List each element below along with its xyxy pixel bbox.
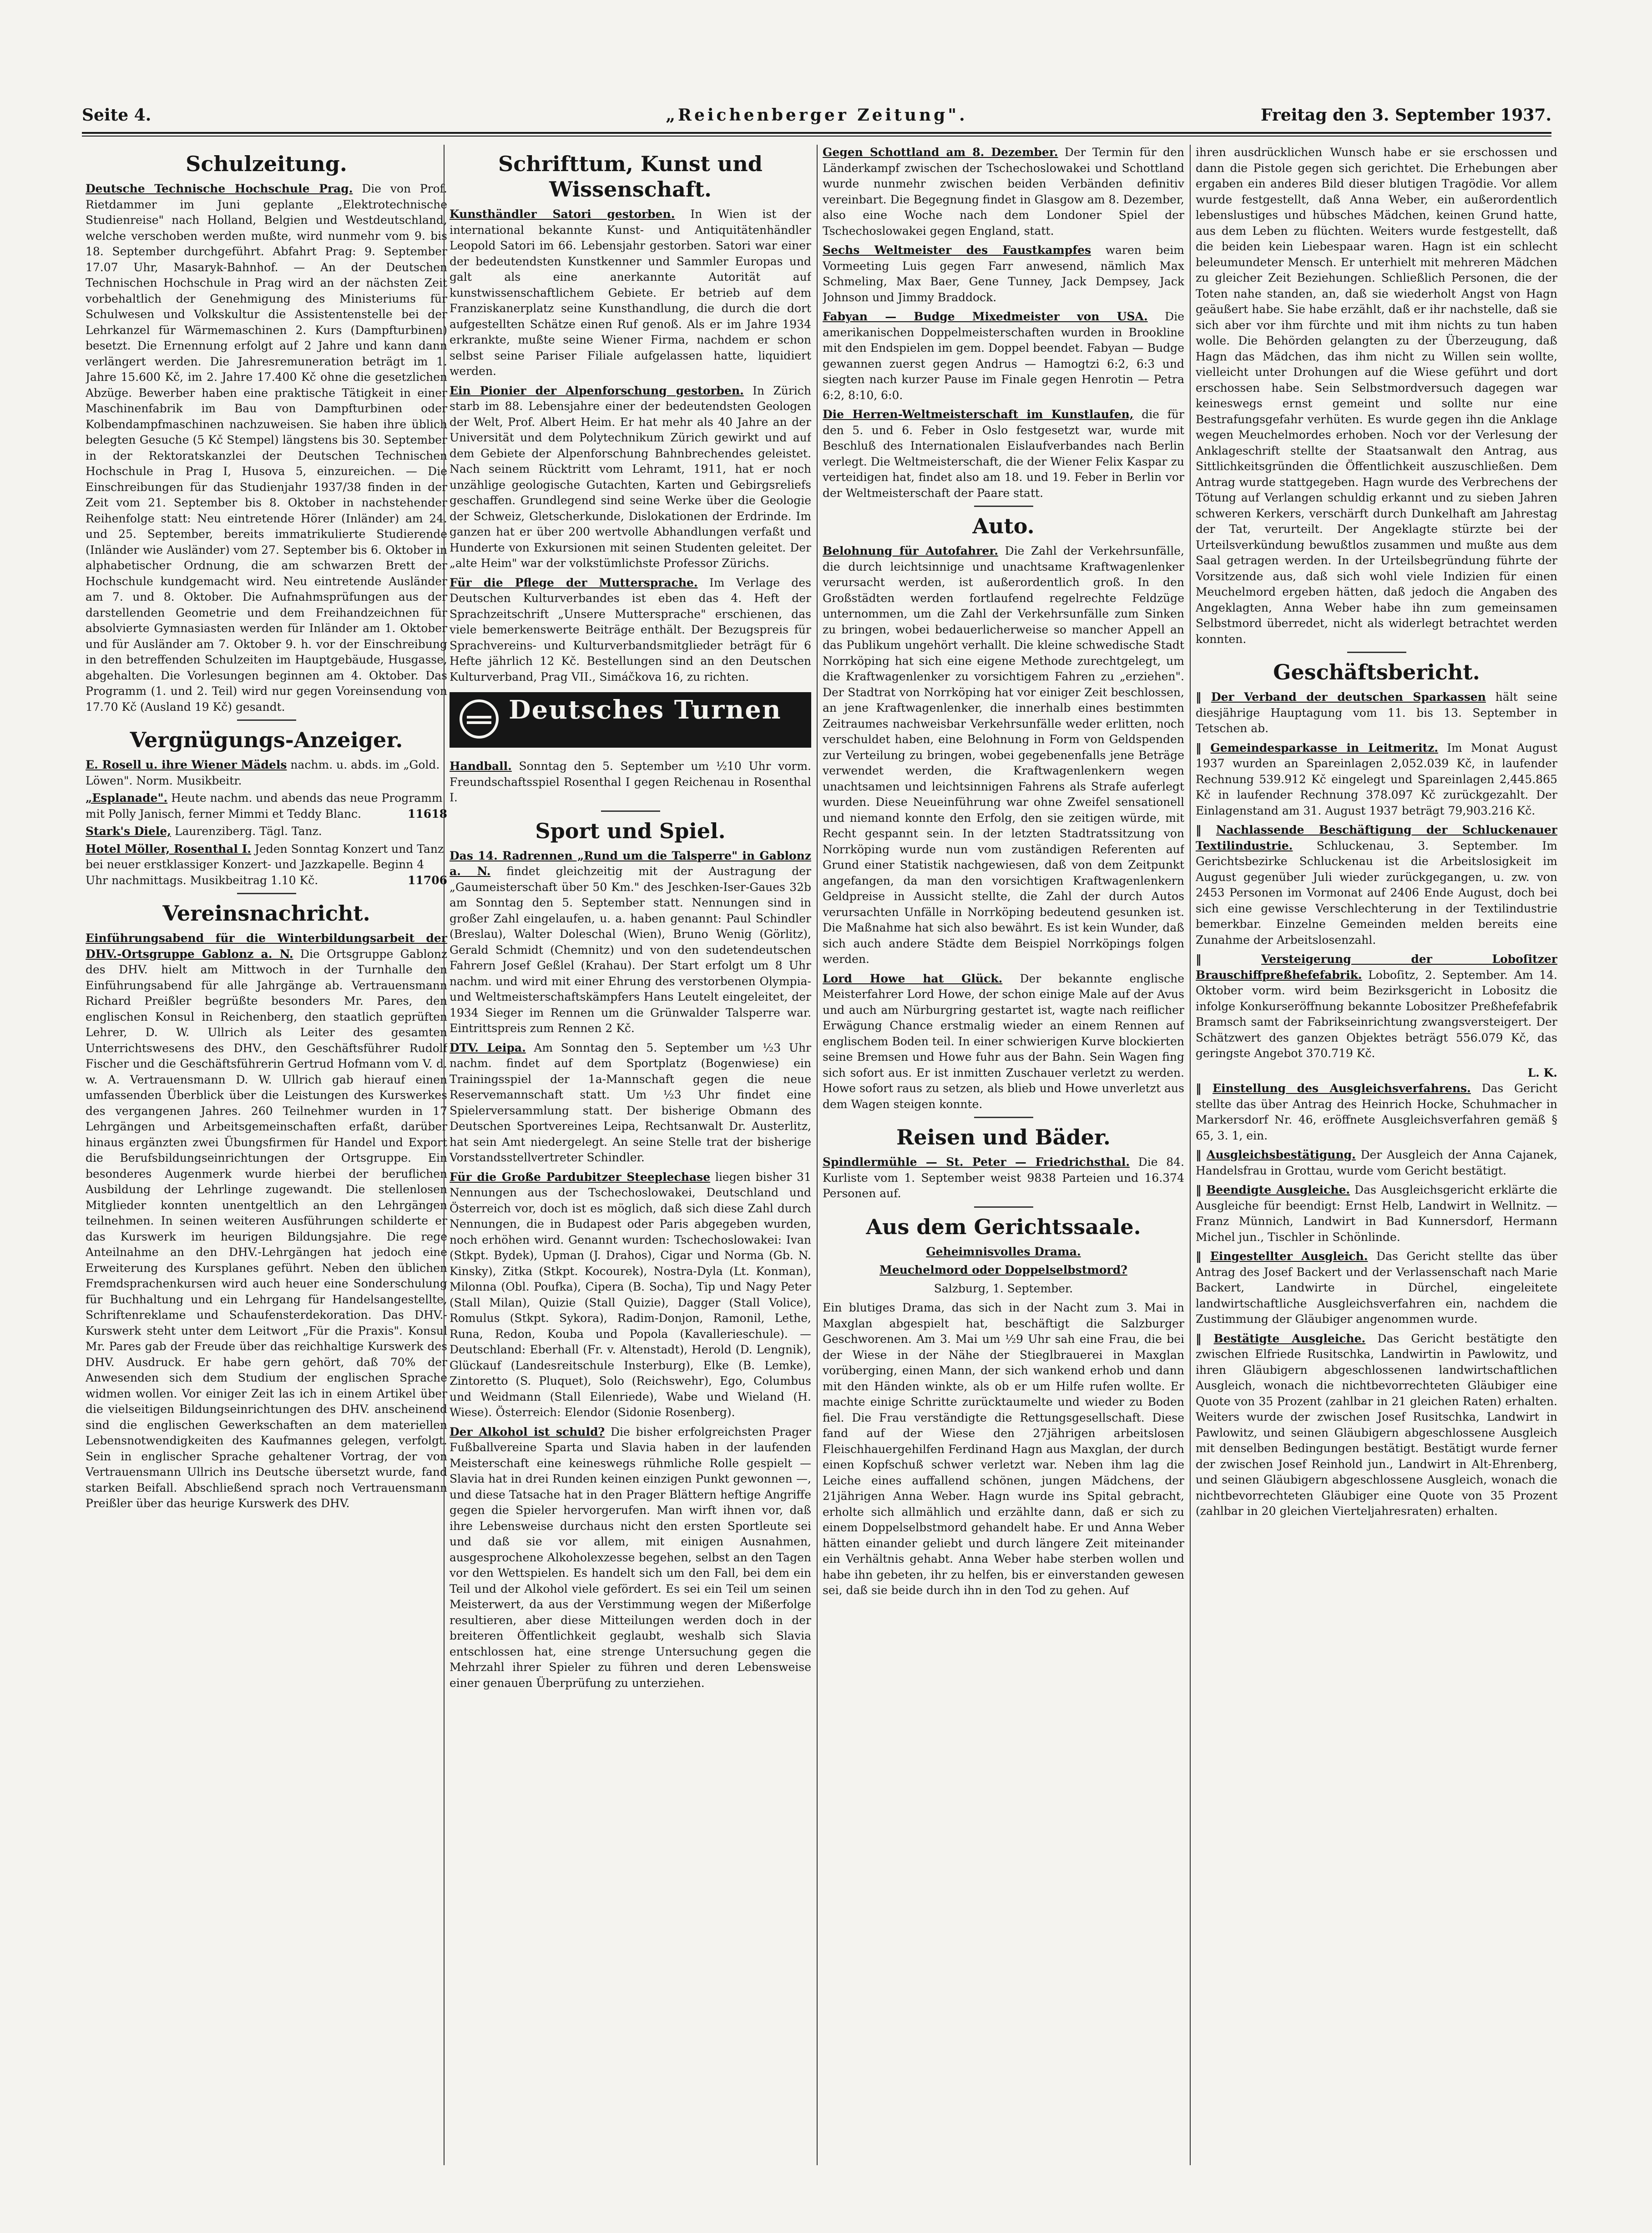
issue-date: Freitag den 3. September 1937.	[1260, 106, 1551, 125]
ad-esplanade	[86, 790, 447, 822]
column-divider	[1190, 145, 1191, 2165]
article-lead: Handball.	[450, 760, 512, 773]
column-3	[823, 145, 1184, 2165]
ad-code: 11706	[408, 873, 447, 887]
article-dtv-leipa	[450, 1040, 811, 1166]
article-lead: Der Alkohol ist schuld?	[450, 1425, 605, 1438]
article-spindlermuehle	[823, 1154, 1184, 1202]
section-divider	[237, 719, 296, 721]
article-body: Am Sonntag den 5. September um ½3 Uhr nachm. findet auf dem Sportplatz (Bogenwiese) ein Trainingsspiel der 1a-Mannschaft gegen die neue Reservemannschaft statt. Um ½3 Uhr findet eine Spielerversammlung statt. Der bisherige Obmann des Deutschen Sportvereines Leipa, Rechtsanwalt Dr. Austerlitz, hat sein Amt niedergelegt. An seine Stelle trat der bisherige Vorstandsstellvertreter Schindler.	[450, 1041, 811, 1164]
article-lead: Belohnung für Autofahrer.	[823, 544, 998, 557]
article-radrennen	[450, 848, 811, 1037]
section-heading-schulzeitung: Schulzeitung.	[186, 152, 347, 176]
article-steeplechase	[450, 1170, 811, 1421]
article-body: hält seine diesjährige Hauptagung vom 11. bis 13. September in Tetschen ab.	[1196, 690, 1557, 735]
article-lead: Gemeindesparkasse in Leitmeritz.	[1210, 741, 1439, 754]
ad-text: Jeden Sonntag Konzert und Tanz bei neuer erstklassiger Konzert- und Jazzkapelle. Beginn 4 Uhr nachmittags. Musikbeitrag 1.10 Kč.	[86, 842, 444, 887]
article-heim	[450, 383, 811, 572]
article-belohnung	[823, 543, 1184, 967]
article-body: Der Termin für den Länderkampf zwischen der Tschechoslowakei und Schottland wurde nunmehr zwischen beiden Verbänden definitiv vereinbart. Die Begegnung findet in Glasgow am 8. Dezember, also eine Woche nach dem Londoner Spiel der Tschechoslowakei gegen England, statt.	[823, 146, 1184, 238]
article-beendigte-ausgleiche: ‖ Beendigte Ausgleiche. Das Ausgleichsgericht erklärte die Ausgleiche für beendigt: Ernst Helb, Landwirt in Wellnitz. — Franz Münnich, Landwirt in Bad Kunnersdorf, Hermann Michel jun., Tischler in Schönlinde.	[1196, 1183, 1557, 1244]
article-body: Der Ausgleich der Anna Cajanek, Handelsfrau in Grottau, wurde vom Gericht bestätigt.	[1196, 1148, 1557, 1177]
article-body: Das Gericht stellte das über Antrag des Heinrich Hocke, Schuhmacher in Markersdorf Nr. 46, eröffnete Ausgleichsverfahren gemäß § 65, 3. 1, ein.	[1196, 1082, 1557, 1142]
page-number: Seite 4.	[82, 106, 152, 125]
banner-title: Deutsches Turnen	[509, 695, 782, 725]
article-body: Sonntag den 5. September um ½10 Uhr vorm. Freundschaftsspiel Rosenthal I gegen Reichenau in Rosenthal I.	[450, 760, 811, 804]
article-lead: Kunsthändler Satori gestorben.	[450, 208, 675, 221]
article-body: liegen bisher 31 Nennungen aus der Tschechoslowakei, Deutschland und Österreich vor, doch ist es möglich, daß sich diese Zahl durch Nennungen, die in Budapest oder Paris abgegeben wurden, noch erhöhen wird. Genannt wurden: Tschechoslowakei: Ivan (Stkpt. Bydek), Upman (J. Drahos), Cigar und Norma (Gb. N. Kinsky), Zitka (Stkpt. Kocourek), Nostra-Dyla (Lt. Konman), Milonna (Obl. Poufka), Cipera (B. Socha), Tip und Nagy Peter (Stall Milan), Quizie (Stall Quizie), Dagger (Stall Volice), Romulus (Stkpt. Sykora), Radim-Donjon, Ramonil, Lethe, Runa, Redon, Kouba und Popola (Kavallerieschule). — Deutschland: Eberhall (Fr. v. Altenstadt), Herold (D. Lengnik), Glückauf (Landesreitschule Insterburg), Elke (B. Lemke), Zintoretto (S. Pluquet), Solo (Reichswehr), Ego, Columbus und Weidmann (Stall Eilenriede), Wabe und Wieland (H. Wiese). Österreich: Elendor (Sidonie Rosenberg).	[450, 1170, 811, 1419]
column-4	[1196, 145, 1557, 2165]
article-satori	[450, 207, 811, 380]
article-body: waren beim Vormeeting Luis gegen Farr anwesend, nämlich Max Schmeling, Max Baer, Gene Tunney, Jack Dempsey, Jack Johnson und Jimmy Braddock.	[823, 243, 1184, 304]
column-1	[86, 145, 447, 2165]
ad-text: nachm. u. abds. im „Gold. Löwen". Norm. Musikbeitr.	[86, 758, 440, 787]
article-lead: Spindlermühle — St. Peter — Friedrichsthal.	[823, 1155, 1130, 1169]
turnen-banner	[450, 692, 811, 748]
section-divider	[974, 1117, 1033, 1118]
section-heading-sport: Sport und Spiel.	[535, 818, 726, 843]
ad-code: 11618	[408, 807, 447, 820]
article-lead: DTV. Leipa.	[450, 1041, 526, 1054]
article-lead: Einführungsabend für die Winterbildungsarbeit der DHV.-Ortsgruppe Gablonz a. N.	[86, 932, 447, 961]
article-weltmeister	[823, 243, 1184, 305]
article-lead: Ein Pionier der Alpenforschung gestorben.	[450, 384, 744, 397]
article-body: Die amerikanischen Doppelmeisterschaften wurden in Brookline mit den Endspielen im gem. Doppel beendet. Fabyan — Budge gewannen zuerst gegen Andrus — Hamogtzi 6:2, 6:3 und siegten nach kurzer Pause im Finale gegen Henrotin — Petra 6:2, 8:10, 6:0.	[823, 310, 1184, 402]
header-rule-thin	[82, 136, 1551, 137]
ad-hotel-moeller	[86, 841, 447, 889]
turner-cross-icon	[460, 699, 499, 739]
article-lead: Der Verband der deutschen Sparkassen	[1211, 690, 1486, 704]
section-heading-vergnuegungs-anzeiger: Vergnügungs-Anzeiger.	[130, 728, 403, 752]
article-lead: Ausgleichsbestätigung.	[1207, 1148, 1356, 1161]
article-lead: Für die Große Pardubitzer Steeplechase	[450, 1170, 711, 1184]
newspaper-title: „Reichenberger Zeitung".	[666, 106, 968, 125]
article-lead: Deutsche Technische Hochschule Prag.	[86, 182, 353, 195]
section-heading-reisen: Reisen und Bäder.	[896, 1125, 1111, 1149]
ad-name: „Esplanade".	[86, 791, 168, 805]
article-drama-continued	[1196, 145, 1557, 647]
article-lead: Lord Howe hat Glück.	[823, 972, 1003, 985]
article-lead: Versteigerung der Loboſitzer Brauschiffpreßhefefabrik.	[1196, 952, 1557, 982]
article-dateline: Salzburg, 1. September.	[934, 1281, 1073, 1295]
article-body: Die bisher erfolgreichsten Prager Fußballvereine Sparta und Slavia haben in der laufenden Meisterschaft eine keineswegs rühmliche Rolle gespielt — Slavia hat in drei Runden keinen einzigen Punkt gewonnen —, und diese Tatsache hat in den Prager Blättern heftige Angriffe gegen die Spieler hervorgerufen. Man wirft ihnen vor, daß ihre Lebensweise durchaus nicht den ersten Sportleute sei und daß sie vor allem, mit einigen Ausnahmen, ausgesprochene Alkoholexzesse begehen, selbst an den Tagen vor den Wettspielen. Es handelt sich um den Fall, bei dem ein Teil und der Alkohol viele gefördert. Es sei ein Teil um seinen Meisterwert, da aus der Verstimmung wegen der Mißerfolge resultieren, aber diese Mitteilungen werden doch in der breiteren Öffentlichkeit geglaubt, weshalb sich Slavia entschlossen hat, eine strenge Untersuchung gegen die Mehrzahl ihrer Spieler zu führen und deren Lebensweise einer genauen Überprüfung zu unterziehen.	[450, 1425, 811, 1690]
article-body: Das Gericht stellte das über Antrag des Josef Backert und der Verlassenschaft nach Marie Backert, Landwirte in Dürchel, eingeleitete landwirtschaftliche Ausgleichsverfahren ein, nachdem die Zustimmung der Gläubiger angenommen wurde.	[1196, 1250, 1557, 1326]
article-lead: Beendigte Ausgleiche.	[1206, 1183, 1350, 1196]
page-header	[82, 106, 1551, 129]
article-schottland	[823, 145, 1184, 239]
article-drama	[823, 1300, 1184, 1599]
ad-text: Heute nachm. und abends das neue Programm mit Polly Janisch, ferner Mimmi et Teddy Blanc.	[86, 791, 443, 820]
article-einstellung: ‖ Einstellung des Ausgleichsverfahrens. Das Gericht stellte das über Antrag des Heinrich Hocke, Schuhmacher in Markersdorf Nr. 46, eröffnete Ausgleichsverfahren gemäß § 65, 3. 1, ein.	[1196, 1082, 1557, 1142]
ad-name: Stark's Diele,	[86, 825, 171, 838]
ad-text: Laurenziberg. Tägl. Tanz.	[174, 825, 322, 838]
article-body: Die 84. Kurliste vom 1. September weist 9838 Parteien und 16.374 Personen auf.	[823, 1155, 1184, 1200]
article-hochschule	[86, 181, 447, 715]
section-heading-schrifttum: Schrifttum, Kunst und Wissenschaft.	[498, 152, 763, 202]
ad-name: Hotel Möller, Rosenthal I.	[86, 842, 252, 856]
article-body: Im Monat August 1937 wurden an Spareinlagen 2,052.039 Kč, in laufender Rechnung 539.912 Kč eingelegt und Spareinlagen 2,445.865 Kč in laufender Rechnung 378.097 Kč zurückgezahlt. Der Einlagenstand am 31. August 1937 beträgt 79,903.216 Kč.	[1196, 741, 1557, 817]
article-ausgleichsbestaetigung: ‖ Ausgleichsbestätigung. Der Ausgleich der Anna Cajanek, Handelsfrau in Grottau, wurde vom Gericht bestätigt.	[1196, 1148, 1557, 1177]
article-lead: Das 14. Radrennen „Rund um die Talsperre" in Gablonz a. N.	[450, 849, 811, 878]
column-2	[450, 145, 811, 2165]
article-lead: Sechs Weltmeister des Faustkampfes	[823, 243, 1091, 257]
article-subheading: Geheimnisvolles Drama.	[926, 1245, 1081, 1258]
article-lead: Für die Pflege der Muttersprache.	[450, 576, 698, 589]
article-lead: Einstellung des Ausgleichsverfahrens.	[1212, 1082, 1471, 1095]
article-body: Schluckenau, 3. September. Im Gerichtsbezirke Schluckenau ist die Arbeitslosigkeit im August gegenüber Juli wieder zurückgegangen, u. zw. von 2453 Personen im Vormonat auf 2406 Ende August, doch bei sich eine gewisse Verschlechterung in der Textilindustrie bemerkbar. Einzelne Gemeinden melden bereits eine Zunahme der Arbeitslosenzahl.	[1196, 839, 1557, 947]
article-fabyan-budge	[823, 309, 1184, 403]
article-schluckenau: ‖ Nachlassende Beschäftigung der Schluckenauer Textilindustrie. Schluckenau, 3. September. Im Gerichtsbezirke Schluckenau ist die Arbeitslosigkeit im August gegenüber Juli wieder zurückgegangen, u. zw. von 2453 Personen im Vormonat auf 2406 Ende August, doch bei sich eine gewisse Verschlechterung in der Textilindustrie bemerkbar. Einzelne Gemeinden melden bereits eine Zunahme der Arbeitslosenzahl.	[1196, 823, 1557, 947]
article-bestaetigte-ausgleiche: ‖ Bestätigte Ausgleiche. Das Gericht bestätigte den zwischen Elfriede Rusitschka, Landwirtin in Pawlowitz, und ihren Gläubigern abgeschlossenen landwirtschaftlichen Ausgleich, wonach die nichtbevorrechteten Gläubiger eine Quote von 35 Prozent (zahlbar in 21 gleichen Raten) erhalten. Weiters wurde der zwischen Josef Rusitschka, Landwirt in Pawlowitz, und seinen Gläubigern abgeschlossene Ausgleich mit denselben Bedingungen bestätigt. Bestätigt wurde ferner der zwischen Josef Reinhold jun., Landwirt in Alt-Ehrenberg, und seinen Gläubigern abgeschlossene Ausgleich, wonach die nichtbevorrechteten Gläubiger eine Quote von 35 Prozent (zahlbar in 20 gleichen Vierteljahresraten) erhalten.	[1196, 1332, 1557, 1518]
article-body: findet gleichzeitig mit der Austragung der „Gaumeisterschaft über 50 Km." des Jeschken-Iser-Gaues 32b am Sonntag den 5. September statt. Nennungen sind in großer Zahl eingelaufen, u. a. haben genannt: Paul Schindler (Breslau), Walter Doleschal (Wien), Bruno Wenig (Görlitz), Gerald Schmidt (Chemnitz) und von den sudetendeutschen Fahrern Josef Geßlel (Krahau). Der Start erfolgt um 8 Uhr nachm. und wird mit einer Ehrung des verstorbenen Olympia- und Weltmeisterschaftskämpfers Hans Leutelt eingeleitet, der 1934 Sieger im Rennen um die Grünwalder Talsperre war. Eintrittspreis zum Rennen 2 Kč.	[450, 865, 811, 1035]
article-lead: Die Herren-Weltmeisterschaft im Kunstlaufen,	[823, 408, 1134, 421]
article-subheading: Meuchelmord oder Doppelselbstmord?	[879, 1263, 1127, 1276]
article-lord-howe	[823, 971, 1184, 1113]
article-kunstlaufen	[823, 407, 1184, 501]
article-body: Im Verlage des Deutschen Kulturverbandes ist eben das 4. Heft der Sprachzeitschrift „Unsere Muttersprache" erschienen, das viele bemerkenswerte Beiträge enthält. Der Bezugspreis für Sprachvereins- und Kulturverbandsmitglieder beträgt für 6 Hefte jährlich 12 Kč. Bestellungen sind an den Deutschen Kulturverband, Prag VII., Simáčkova 16, zu richten.	[450, 576, 811, 684]
ad-name: E. Rosell u. ihre Wiener Mädels	[86, 758, 287, 771]
article-body: Die Ortsgruppe Gablonz des DHV. hielt am Mittwoch in der Turnhalle den Einführungsabend für alle Jahrgänge ab. Vertrauensmann Richard Preißler begrüßte besonders Mr. Pares, den englischen Konsul in Reichenberg, den staatlich geprüften Lehrer, D. W. Ullrich als Leiter des gesamten Unterrichtswesens des DHV., den Geschäftsführer Rudolf Fischer und die Geschäftsführerin Gertrud Hofmann vom V. d. w. A. Vertrauensmann D. W. Ullrich gab hierauf einen umfassenden Überblick über die Leistungen des Kurswerkes des vergangenen Jahres. 260 Teilnehmer wurden in 17 Lehrgängen und Arbeitsgemeinschaften erfaßt, darüber hinaus ergänzten zwei Übungsfirmen für Handel und Export die Berufsbildungseinrichtungen der Ortsgruppe. Ein besonderes Augenmerk wurde hierbei der beruflichen Ausbildung der Lehrlinge zugewandt. Die stellenlosen Mitglieder konnten unentgeltlich an den Lehrgängen teilnehmen. In seinen weiteren Ausführungen schilderte er das Kurswerk im heurigen Bildungsjahre. Die rege Anteilnahme an den DHV.-Lehrgängen hat jedoch eine Erweiterung des Kursplanes geführt. Neben den üblichen Fremdsprachenkursen wird auch heuer eine Sonderschulung für Buchhaltung und ein Lehrgang für Handelsangestellte, Schriftenreklame und Schaufensterdekoration. Das DHV.-Kurswerk steht unter dem Leitwort „Für die Praxis". Konsul Mr. Pares gab der Freude über das reichhaltige Kurswerk des DHV. Ausdruck. Er habe gern gehört, daß 70% der Anwesenden sich dem Studium der englischen Sprache widmen wollen. Vor einiger Zeit las ich in einem Artikel über die vielseitigen Bildungseinrichtungen des DHV. anscheinend sind die englischen Gewerkschaften an dem materiellen Lebensnotwendigkeiten des Kaufmannes gelegen, verfolgt. Sein in englischer Sprache gehaltener Vortrag, der von Vertrauensmann Ullrich ins Deutsche übersetzt wurde, fand starken Beifall. Abschließend sprach noch Vertrauensmann Preißler über das heurige Kurswerk des DHV.	[86, 947, 447, 1510]
article-body: Das Gericht bestätigte den zwischen Elfriede Rusitschka, Landwirtin in Pawlowitz, und ihren Gläubigern abgeschlossenen landwirtschaftlichen Ausgleich, wonach die nichtbevorrechteten Gläubiger eine Quote von 35 Prozent (zahlbar in 21 gleichen Raten) erhalten. Weiters wurde der zwischen Josef Rusitschka, Landwirt in Pawlowitz, und seinen Gläubigern abgeschlossene Ausgleich mit denselben Bedingungen bestätigt. Bestätigt wurde ferner der zwischen Josef Reinhold jun., Landwirt in Alt-Ehrenberg, und seinen Gläubigern abgeschlossene Ausgleich, wonach die nichtbevorrechteten Gläubiger eine Quote von 35 Prozent (zahlbar in 20 gleichen Vierteljahresraten) erhalten.	[1196, 1332, 1557, 1518]
column-divider	[817, 145, 818, 2165]
article-lead: Bestätigte Ausgleiche.	[1213, 1332, 1366, 1345]
article-body: In Wien ist der international bekannte Kunst- und Antiquitätenhändler Leopold Satori im 66. Lebensjahr gestorben. Satori war einer der bedeutendsten Kunstkenner und Sammler Europas und galt als eine anerkannte Autorität auf kunstwissenschaftlichem Gebiete. Er betrieb auf dem Franziskanerplatz seine Kunsthandlung, die durch die dort aufgestellten Schätze einen Ruf genoß. Als er im Jahre 1934 erkrankte, mußte seine Wiener Firma, nachdem er schon selbst seine Pariser Filiale aufgelassen hatte, liquidiert werden.	[450, 208, 811, 378]
section-divider	[601, 810, 660, 812]
section-heading-gerichtssaale: Aus dem Gerichtssaale.	[866, 1214, 1141, 1239]
header-rule	[82, 132, 1551, 134]
article-alkohol	[450, 1424, 811, 1691]
article-body: Die Zahl der Verkehrsunfälle, die durch leichtsinnige und unachtsame Kraftwagenlenker verursacht werden, ist außerordentlich groß. In den Großstädten werden fortlaufend regelrechte Feldzüge unternommen, um die Zahl der Verkehrsunfälle zum Sinken zu bringen, wobei bedauerlicherweise so mancher Appell an das Publikum ungehört verhallt. Die kleine schwedische Stadt Norrköping hat sich eine eigene Methode zurechtgelegt, um die Kraftwagenlenker zu vorsichtigem Fahren zu „erziehen". Der Stadtrat von Norrköping hat vor einiger Zeit beschlossen, an jene Kraftwagenlenker, die innerhalb eines bestimmten Zeitraumes nachweisbar Verkehrsunfälle weder erlitten, noch verschuldet haben, eine Belohnung in Form von Geldspenden zur Verteilung zu bringen, wobei gegebenenfalls jene Beträge verwendet werden, die Kraftwagenlenkern wegen unachtsamen und leichtsinnigen Fahrens als Strafe auferlegt wurden. Diese Neueinführung war ohne Zweifel sensationell und niemand konnte den Erfolg, den sie zeitigen würde, mit Recht gespannt sein. In der letzten Stadtratssitzung von Norrköping wurde nun vom zuständigen Referenten auf Grund einer Statistik nachgewiesen, daß von dem Zeitpunkt angefangen, da man den vorsichtigen Kraftwagenlenkern Geldpreise in Aussicht stellte, die Zahl der durch Autos verursachten Unfälle in Norrköping bedeutend gesunken ist. Die Maßnahme hat sich also bewährt. Es ist kein Wunder, daß sich auch andere Städte dem Beispiel Norrköpings folgen werden.	[823, 544, 1184, 966]
article-eingestellter-ausgleich: ‖ Eingestellter Ausgleich. Das Gericht stellte das über Antrag des Josef Backert und der Verlassenschaft nach Marie Backert, Landwirte in Dürchel, eingeleitete landwirtschaftliche Ausgleichsverfahren ein, nachdem die Zustimmung der Gläubiger angenommen wurde.	[1196, 1250, 1557, 1326]
article-lead: Fabyan — Budge Mixedmeister von USA.	[823, 310, 1148, 323]
article-body: die für den 5. und 6. Feber in Oslo festgesetzt war, wurde mit Beschluß des Internationalen Eislaufverbandes nach Berlin verlegt. Die Weltmeisterschaft, die der Wiener Felix Kaspar zu verteidigen hat, findet also am 18. und 19. Feber in Berlin vor der Weltmeisterschaft der Paare statt.	[823, 408, 1184, 500]
section-divider	[974, 1206, 1033, 1208]
article-sparkassen: ‖ Der Verband der deutschen Sparkassen hält seine diesjährige Hauptagung vom 11. bis 13. September in Tetschen ab.	[1196, 690, 1557, 735]
article-lead: Eingestellter Ausgleich.	[1210, 1250, 1368, 1263]
section-heading-vereinsnachricht: Vereinsnachricht.	[162, 901, 370, 926]
article-dhv	[86, 931, 447, 1512]
ad-rosell	[86, 757, 447, 789]
author-signature: L. K.	[1527, 1066, 1557, 1079]
section-divider	[1347, 652, 1406, 653]
article-body: ihren ausdrücklichen Wunsch habe er sie erschossen und dann die Pistole gegen sich gerichtet. Die Erhebungen aber ergaben ein anderes Bild dieser blutigen Tragödie. Vor allem wurde festgestellt, daß Anna Weber, ein außerordentlich lebenslustiges und hübsches Mädchen, keinen Grund hatte, aus dem Leben zu flüchten. Weiters wurde festgestellt, daß die beiden kein Liebespaar waren. Hagn ist ein schlecht beleumundeter Mensch. Er unterhielt mit mehreren Mädchen zu gleicher Zeit Beziehungen. Schließlich Personen, die der Toten nahe standen, an, daß sie wiederholt Angst von Hagn geäußert habe. Sie habe erzählt, daß er ihr nachstelle, daß sie sich aber vor ihm fürchte und mit ihm nichts zu tun haben wolle. Die Behörden gelangten zu der Überzeugung, daß Hagn das Mädchen, das ihm nicht zu Willen sein wollte, vielleicht unter Drohungen auf die Wiese geführt und dort erschossen habe. Sein Selbstmordversuch dagegen war keineswegs ernst gemeint und sollte nur eine Bestrafungsgefahr verhüten. Es wurde gegen ihn die Anklage wegen Meuchelmordes erhoben. Noch vor der Verlesung der Anklageschrift stellte der Staatsanwalt den Antrag, aus Sittlichkeitsgründen die Öffentlichkeit auszuschließen. Dem Antrag wurde stattgegeben. Hagn wurde des Verbrechens der Tötung auf Verlangen schuldig erkannt und zu sieben Jahren schweren Kerkers, verschärft durch Dunkelhaft am Jahrestag der Tat, verurteilt. Der Angeklagte stürzte bei der Urteilsverkündung bewußtlos zusammen und mußte aus dem Saal getragen werden. In der Urteilsbegründung führte der Vorsitzende aus, daß sich wohl viele Indizien für einen Meuchelmord ergeben hätten, daß jedoch die Angaben des Angeklagten, Anna Weber habe ihn zum gemeinsamen Selbstmord überredet, nicht als widerlegt betrachtet werden konnten.	[1196, 146, 1557, 646]
article-lead: Nachlassende Beschäftigung der Schluckenauer Textilindustrie.	[1196, 823, 1557, 852]
section-heading-geschaeftsbericht: Geschäftsbericht.	[1273, 660, 1480, 684]
article-body: Die von Prof. Rietdammer im Juni geplante „Elektrotechnische Studienreise" nach Holland, Belgien und Westdeutschland, welche verschoben werden mußte, wird nunmehr vom 9. bis 18. September durchgeführt. Abfahrt Prag: 9. September 17.07 Uhr, Masaryk-Bahnhof. — An der Deutschen Technischen Hochschule in Prag wird an der nächsten Zeit vorbehaltlich der Genehmigung des Ministeriums für Schulwesen und Volkskultur die Assistentenstelle bei der Lehrkanzel für Wärmemaschinen 2. Kurs (Dampfturbinen) besetzt. Die Ernennung erfolgt auf 2 Jahre und kann dann verlängert werden. Die Jahresremuneration beträgt im 1. Jahre 15.600 Kč, im 2. Jahre 17.400 Kč ohne die gesetzlichen Abzüge. Bewerber haben eine praktische Tätigkeit in einer Maschinenfabrik im Bau von Dampfturbinen oder Kolbendampfmaschinen nachzuweisen. Sie haben ihre üblich belegten Gesuche (5 Kč Stempel) längstens bis 30. September in der Rektoratskanzlei der Deutschen Technischen Hochschule in Prag I, Husova 5, einzureichen. — Die Einschreibungen für das Studienjahr 1937/38 finden in der Zeit vom 21. September bis 8. Oktober in nachstehender Reihenfolge statt: Neu eintretende Hörer (Inländer) am 24. und 25. September, bereits immatrikulierte Studierende (Inländer wie Ausländer) vom 27. September bis 6. Oktober in alphabetischer Ordnung, die am schwarzen Brett der Hochschule kundgemacht wird. Neu eintretende Ausländer am 7. und 8. Oktober. Die Aufnahmsprüfungen aus der darstellenden Geometrie und dem Freihandzeichnen für absolvierte Gymnasiasten werden für Inländer am 1. Oktober und für Ausländer am 7. Oktober 9. h. vor der Einschreibung in den betreffenden Schulzeiten im Hauptgebäude, Husgasse, abgehalten. Die Vorlesungen beginnen am 4. Oktober. Das Programm (1. und 2. Teil) wird nur gegen Voreinsendung von 17.70 Kč (Ausland 19 Kč) gesandt.	[86, 182, 447, 714]
article-body: In Zürich starb im 88. Lebensjahre einer der bedeutendsten Geologen der Welt, Prof. Albert Heim. Er hat mehr als 40 Jahre an der Universität und dem Polytechnikum Zürich gewirkt und auf dem Gebiete der Alpenforschung Bahnbrechendes geleistet. Nach seinem Rücktritt vom Lehramt, 1911, hat er noch unzählige geologische Gutachten, Karten und Gebirgsreliefs geschaffen. Grundlegend sind seine Werke über die Geologie der Schweiz, Gletscherkunde, Dislokationen der Erdrinde. Im ganzen hat er über 200 wertvolle Abhandlungen verfaßt und Hunderte von Exkursionen mit seinen Studenten geleitet. Der „alte Heim" war der volkstümlichste Professor Zürichs.	[450, 384, 811, 570]
article-body: Das Ausgleichsgericht erklärte die Ausgleiche für beendigt: Ernst Helb, Landwirt in Wellnitz. — Franz Münnich, Landwirt in Bad Kunnersdorf, Hermann Michel jun., Tischler in Schönlinde.	[1196, 1183, 1557, 1244]
ad-starks-diele	[86, 824, 447, 840]
article-body: Loboſitz, 2. September. Am 14. Oktober vorm. wird beim Bezirksgericht in Lobositz die infolge Konkurseröffnung bekannte Lobositzer Preßhefefabrik Bramsch samt der Fabrikseinrichtung zwangsversteigert. Der Schätzwert des ganzen Objektes beträgt 556.079 Kč, das geringste Angebot 370.719 Kč.	[1196, 968, 1557, 1060]
article-handball	[450, 759, 811, 806]
section-divider	[237, 893, 296, 894]
article-lead: Gegen Schottland am 8. Dezember.	[823, 146, 1058, 159]
article-body: Ein blutiges Drama, das sich in der Nacht zum 3. Mai in Maxglan abgespielt hat, beschäftigt die Salzburger Geschworenen. Am 3. Mai um ½9 Uhr sah eine Frau, die bei der Wiese in der Nähe der Stieglbrauerei in Maxglan vorüberging, einen Mann, der sich wankend erhob und dann mit den Händen winkte, als ob er um Hilfe rufen wollte. Er machte einige Schritte zurücktaumelte und wieder zu Boden fiel. Die Frau verständigte die Rettungsgesellschaft. Diese fand auf der Wiese den 27jährigen arbeitslosen Fleischhauergehilfen Ferdinand Hagn aus Maxglan, der durch einen Kopfschuß schwer verletzt war. Neben ihm lag die Leiche eines auffallend schönen, jungen Mädchens, der 21jährigen Anna Weber. Hagn wurde ins Spital gebracht, erholte sich allmählich und erzählte dann, daß er sich zu einem Doppelselbstmord gehandelt habe. Er und Anna Weber hätten einander geliebt und durch längere Zeit miteinander ein Verhältnis gehabt. Anna Weber habe sterben wollen und habe ihn gebeten, ihr zu helfen, bis er einverstanden gewesen sei, daß sie beide durch ihn in den Tod zu gehen. Auf	[823, 1301, 1184, 1597]
section-divider	[974, 506, 1033, 507]
article-body: Der bekannte englische Meisterfahrer Lord Howe, der schon einige Male auf der Avus und auch am Nürburgring gestartet ist, wagte nach reiflicher Erwägung Chance erstmalig wieder an einem Rennen auf englischem Boden teil. In einer schwierigen Kurve blockierten seine Bremsen und Howe fuhr aus der Bahn. Sein Wagen fing sich sofort aus. Er ist inmitten Zuschauer verletzt zu werden. Howe sofort raus zu setzen, als blieb und Howe unverletzt aus dem Wagen steigen konnte.	[823, 972, 1184, 1111]
article-leitmeritz: ‖ Gemeindesparkasse in Leitmeritz. Im Monat August 1937 wurden an Spareinlagen 2,052.039 Kč, in laufender Rechnung 539.912 Kč eingelegt und Spareinlagen 2,445.865 Kč in laufender Rechnung 378.097 Kč zurückgezahlt. Der Einlagenstand am 31. August 1937 beträgt 79,903.216 Kč.	[1196, 741, 1557, 817]
section-heading-auto: Auto.	[972, 514, 1035, 538]
article-lobositz: ‖ Versteigerung der Loboſitzer Brauschiffpreßhefefabrik. Loboſitz, 2. September. Am 14. Oktober vorm. wird beim Bezirksgericht in Lobositz die infolge Konkurseröffnung bekannte Lobositzer Preßhefefabrik Bramsch samt der Fabrikseinrichtung zwangsversteigert. Der Schätzwert des ganzen Objektes beträgt 556.079 Kč, das geringste Angebot 370.719 Kč.	[1196, 952, 1557, 1060]
article-muttersprache	[450, 575, 811, 685]
